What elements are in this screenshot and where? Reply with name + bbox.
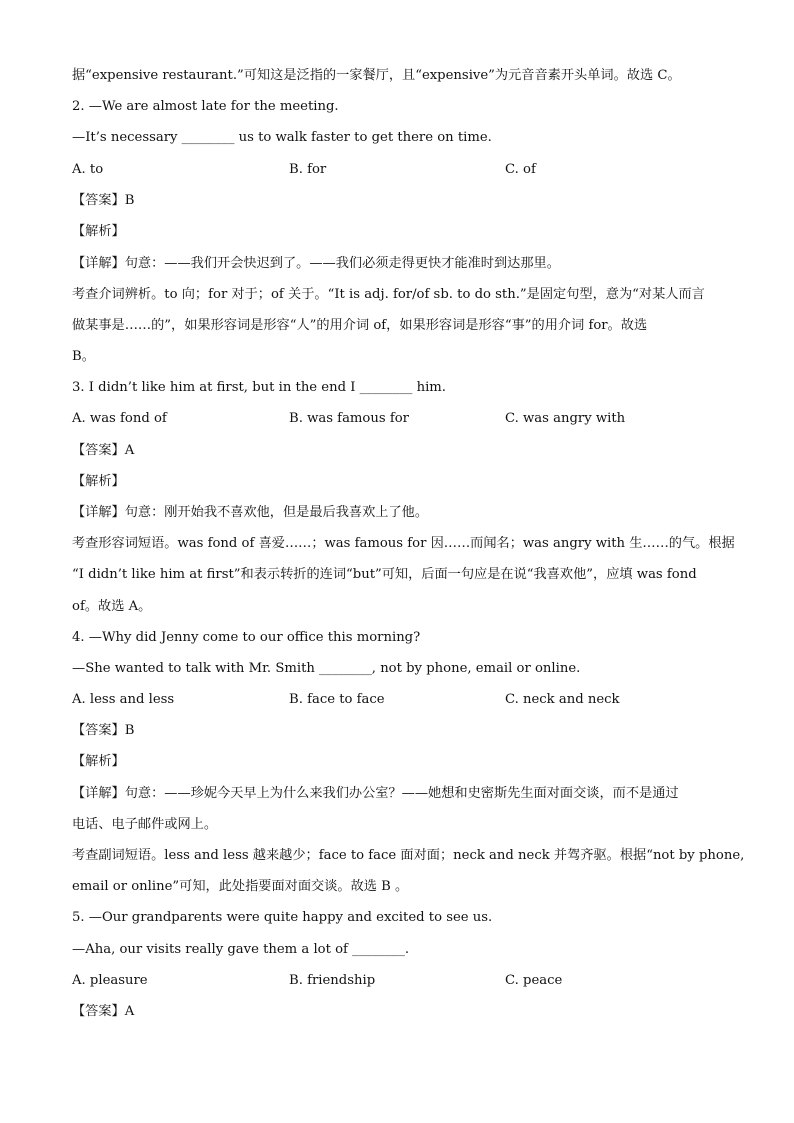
q5-option-c: C. peace bbox=[505, 973, 563, 988]
q3-detail-1: 【详解】句意：刚开始我不喜欢他，但是最后我喜欢上了他。 bbox=[72, 505, 429, 520]
q2-detail-2: 考查介词辨析。to 向；for 对于；of 关于。“It is adj. for/of sb. to do sth.”是固定句型，意为“对某人而言 bbox=[72, 287, 705, 302]
q4-analysis-label: 【解析】 bbox=[72, 754, 125, 769]
q5-option-b: B. friendship bbox=[289, 973, 376, 988]
q4-stem-2: —She wanted to talk with Mr. Smith ________, not by phone, email or online. bbox=[72, 661, 581, 676]
q4-option-c: C. neck and neck bbox=[505, 692, 620, 707]
q3-detail-4: of。故选 A。 bbox=[72, 599, 152, 614]
q5-stem-2: —Aha, our visits really gave them a lot of ________. bbox=[72, 942, 410, 957]
q2-stem-2: —It’s necessary ________ us to walk faster to get there on time. bbox=[72, 130, 492, 145]
q5-stem-1: 5. —Our grandparents were quite happy and excited to see us. bbox=[72, 910, 493, 925]
q3-detail-3: “I didn’t like him at first”和表示转折的连词“but”可知，后面一句应是在说“我喜欢他”，应填 was fond bbox=[72, 567, 697, 582]
q4-detail-2: 电话、电子邮件或网上。 bbox=[72, 817, 218, 832]
q2-detail-1: 【详解】句意：——我们开会快迟到了。——我们必须走得更快才能准时到达那里。 bbox=[72, 256, 560, 271]
q2-stem-1: 2. —We are almost late for the meeting. bbox=[72, 99, 339, 114]
q4-option-b: B. face to face bbox=[289, 692, 385, 707]
q4-detail-1: 【详解】句意：——珍妮今天早上为什么来我们办公室？——她想和史密斯先生面对面交谈，而不是通过 bbox=[72, 786, 679, 801]
q2-option-c: C. of bbox=[505, 162, 536, 177]
q4-stem-1: 4. —Why did Jenny come to our office this morning? bbox=[72, 630, 421, 645]
q2-option-a: A. to bbox=[72, 162, 104, 177]
q4-answer: 【答案】B bbox=[72, 723, 135, 738]
q3-option-c: C. was angry with bbox=[505, 411, 626, 426]
q2-detail-3: 做某事是……的”，如果形容词是形容“人”的用介词 of，如果形容词是形容“事”的用介词 for。故选 bbox=[72, 318, 648, 333]
q4-detail-3: 考查副词短语。less and less 越来越少；face to face 面对面；neck and neck 并驾齐驱。根据“not by phone, bbox=[72, 848, 745, 863]
q4-option-a: A. less and less bbox=[72, 692, 175, 707]
q2-answer: 【答案】B bbox=[72, 193, 135, 208]
q5-option-a: A. pleasure bbox=[72, 973, 148, 988]
q3-detail-2: 考查形容词短语。was fond of 喜爱……；was famous for 因……而闻名；was angry with 生……的气。根据 bbox=[72, 536, 735, 551]
q2-detail-4: B。 bbox=[72, 349, 95, 364]
intro-line: 据“expensive restaurant.”可知这是泛指的一家餐厅，且“expensive”为元音音素开头单词。故选 C。 bbox=[72, 68, 681, 83]
q3-answer: 【答案】A bbox=[72, 443, 135, 458]
q3-analysis-label: 【解析】 bbox=[72, 474, 125, 489]
q4-detail-4: email or online”可知，此处指要面对面交谈。故选 B 。 bbox=[72, 879, 409, 894]
q2-option-b: B. for bbox=[289, 162, 327, 177]
q2-analysis-label: 【解析】 bbox=[72, 224, 125, 239]
q3-stem-1: 3. I didn’t like him at first, but in the end I ________ him. bbox=[72, 380, 446, 395]
q3-option-b: B. was famous for bbox=[289, 411, 409, 426]
q5-answer: 【答案】A bbox=[72, 1004, 135, 1019]
q3-option-a: A. was fond of bbox=[72, 411, 167, 426]
